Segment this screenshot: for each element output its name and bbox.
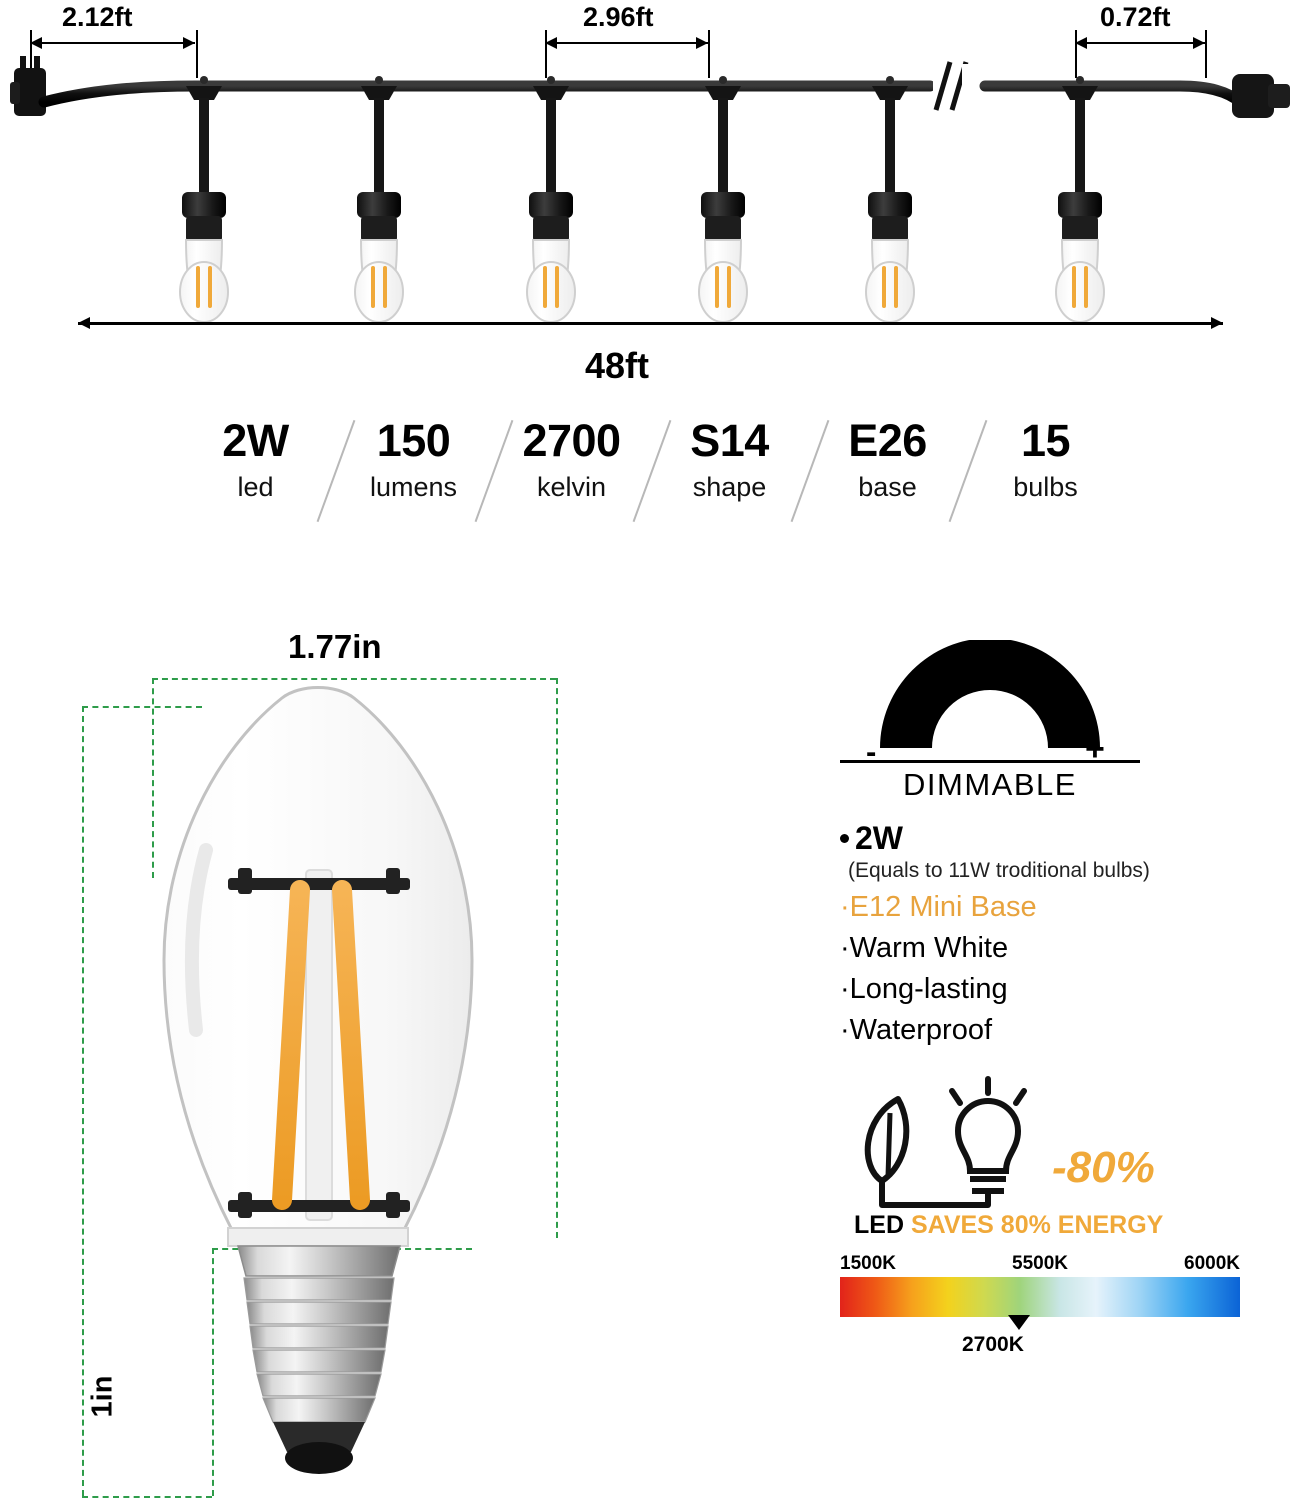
spec-divider-2 [470, 415, 516, 525]
spec-divider-4 [786, 415, 832, 525]
spec-led-value: 2W [222, 415, 289, 466]
bulb-width-label: 1.77in [288, 628, 382, 665]
kelvin-tick-mid: 5500K [1012, 1253, 1068, 1274]
bulb-2 [355, 76, 403, 322]
energy-saving-block [840, 1065, 1260, 1239]
spec-shape-label: shape [692, 471, 767, 502]
spec-base [832, 415, 944, 507]
bulb-detail-diagram [0, 600, 640, 1500]
kelvin-marker-label: 2700K [962, 1333, 1024, 1356]
feature-power-row [840, 820, 1280, 857]
spec-lumens [358, 415, 470, 507]
spec-bulbs-value: 15 [1020, 415, 1071, 466]
feature-power: 2W [855, 820, 903, 856]
kelvin-tick-max: 6000K [1184, 1253, 1240, 1274]
dimension-label-tail: 0.72ft [1100, 2, 1171, 32]
plug-left [10, 56, 46, 116]
dimension-label-lead: 2.12ft [62, 2, 133, 32]
spec-divider-1 [312, 415, 358, 525]
energy-caption [854, 1211, 1163, 1240]
spec-led-label: led [237, 471, 274, 502]
string-light-illustration [0, 40, 1301, 370]
feature-line-color: ·Warm White [840, 932, 1009, 964]
spec-lumens-value: 150 [376, 415, 451, 466]
bulb-1 [180, 76, 228, 322]
spec-divider-5 [944, 415, 990, 525]
feature-line-waterproof: ·Waterproof [840, 1014, 993, 1046]
feature-line-lifetime: ·Long-lasting [840, 973, 1008, 1005]
spec-kelvin-value: 2700 [522, 415, 621, 466]
dimmable-minus-sign: - [866, 734, 877, 769]
bulb-5 [866, 76, 914, 322]
dimmable-block [840, 640, 1140, 802]
bulb-4 [699, 76, 747, 322]
total-length-arrow [78, 322, 1223, 325]
feature-list [840, 820, 1280, 1047]
spec-shape [674, 415, 786, 507]
bulb-3 [527, 76, 575, 322]
right-info-column [840, 640, 1280, 1356]
bullet-dot-icon [840, 834, 849, 843]
total-length-label: 48ft [585, 345, 650, 386]
kelvin-scale [840, 1253, 1240, 1356]
break-symbol [933, 62, 969, 110]
feature-line-base: ·E12 Mini Base [840, 891, 1037, 923]
kelvin-marker-icon [1008, 1315, 1030, 1330]
spec-led [200, 415, 312, 507]
end-connector-right [1232, 74, 1290, 118]
energy-caption-prefix: LED [854, 1211, 911, 1239]
bulb-group [180, 76, 1104, 322]
feature-power-note: (Equals to 11W troditional bulbs) [848, 859, 1150, 882]
spec-bulbs [990, 415, 1102, 507]
dimmable-plus-sign: + [1085, 730, 1105, 768]
spec-kelvin-label: kelvin [536, 471, 607, 502]
spec-base-value: E26 [848, 415, 927, 466]
bulb-illustration [0, 600, 640, 1500]
spec-lumens-label: lumens [369, 471, 458, 502]
kelvin-tick-labels [840, 1253, 1240, 1275]
energy-badge: -80% [1052, 1143, 1155, 1192]
bulb-base-label: 1in [86, 1375, 119, 1418]
string-light-diagram [0, 0, 1301, 400]
spec-kelvin [516, 415, 628, 507]
dimmable-label: DIMMABLE [840, 760, 1140, 803]
screw-threads [244, 1278, 394, 1422]
bulb-6 [1056, 76, 1104, 322]
spec-base-label: base [858, 471, 917, 502]
energy-caption-accent: SAVES 80% ENERGY [910, 1211, 1164, 1239]
kelvin-tick-min: 1500K [840, 1253, 896, 1274]
dimension-label-spacing: 2.96ft [583, 2, 654, 32]
kelvin-gradient-bar [840, 1277, 1240, 1317]
spec-bulbs-label: bulbs [1013, 471, 1078, 502]
spec-shape-value: S14 [690, 415, 769, 466]
spec-divider-3 [628, 415, 674, 525]
specs-row [0, 415, 1301, 555]
